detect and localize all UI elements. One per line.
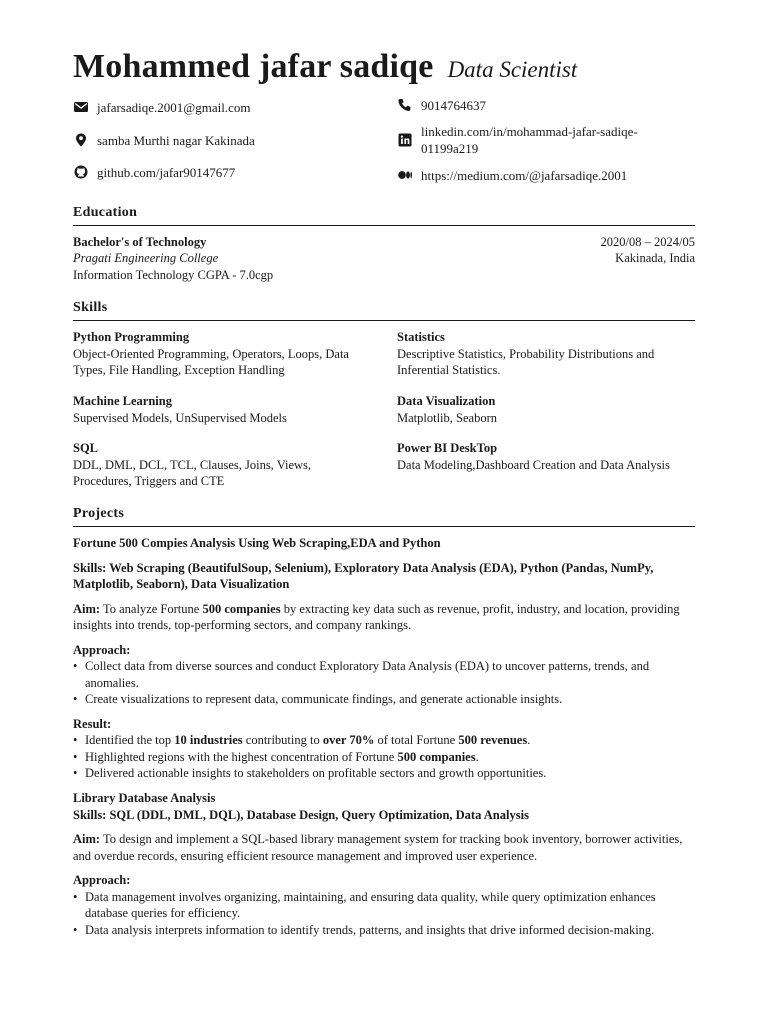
- linkedin-text: [421, 123, 638, 157]
- medium-icon: [397, 168, 413, 182]
- linkedin-line-2: 01199a219: [421, 141, 479, 156]
- aim-label: Aim:: [73, 832, 101, 846]
- list-item: • Delivered actionable insights to stakeholders on profitable sectors and growth opportunities.: [73, 765, 695, 782]
- project-fortune-500: [73, 535, 695, 782]
- skill-desc: Object-Oriented Programming, Operators, Loops, Data Types, File Handling, Exception Handling: [73, 346, 349, 377]
- skill-desc: Descriptive Statistics, Probability Distributions and Inferential Statistics.: [397, 346, 655, 377]
- skill-desc: Data Modeling,Dashboard Creation and Data Analysis: [397, 457, 670, 472]
- phone-text: 9014764637: [421, 98, 486, 113]
- email-contact[interactable]: [73, 99, 250, 116]
- aim-label: Aim:: [73, 601, 101, 616]
- college: Pragati Engineering College: [73, 251, 219, 265]
- project-title: Library Database Analysis: [73, 791, 216, 805]
- list-item: • Create visualizations to represent data, communicate findings, and generate actionable insights.: [73, 691, 695, 708]
- candidate-role: Data Scientist: [447, 57, 578, 82]
- aim-text: To analyze Fortune: [102, 601, 200, 616]
- skill-desc: DDL, DML, DCL, TCL, Clauses, Joins, Views, Procedures, Triggers and CTE: [73, 457, 312, 488]
- skill-data-visualization: [397, 393, 695, 426]
- education-location: Kakinada, India: [615, 251, 695, 265]
- result-label: Result:: [73, 716, 112, 731]
- github-text: github.com/jafar90147677: [97, 165, 236, 180]
- skill-name: Power BI DeskTop: [397, 441, 498, 455]
- linkedin-icon: [397, 133, 413, 147]
- linkedin-contact[interactable]: [397, 123, 638, 157]
- education-dates: 2020/08 – 2024/05: [600, 235, 695, 249]
- skill-name: Data Visualization: [397, 394, 496, 408]
- github-icon: [73, 165, 89, 179]
- list-item: • Data analysis interprets information to identify trends, patterns, and insights that drive informed decision-making.: [73, 922, 695, 939]
- skill-name: Statistics: [397, 330, 445, 344]
- aim-text: To design and implement a SQL-based library management system for tracking book inventory, borrower activities, and overdue records, ensuring efficient resource management and improved user experience.: [73, 832, 683, 863]
- project-title: Fortune 500 Compies Analysis Using Web Scraping,EDA and Python: [73, 536, 441, 550]
- skill-sql: [73, 440, 343, 490]
- skill-desc: Matplotlib, Seaborn: [397, 410, 497, 425]
- phone-icon: [397, 98, 413, 112]
- location-pin-icon: [73, 133, 89, 147]
- result-list: [73, 732, 695, 782]
- approach-list: [73, 658, 695, 708]
- skills-heading: Skills: [73, 300, 695, 321]
- project-skills: Skills: SQL (DDL, DML, DQL), Database Design, Query Optimization, Data Analysis: [73, 807, 529, 822]
- skill-name: SQL: [73, 441, 99, 455]
- degree: Bachelor's of Technology: [73, 235, 207, 249]
- skill-python: [73, 329, 378, 379]
- approach-label: Approach:: [73, 642, 131, 657]
- project-aim: [73, 601, 695, 634]
- aim-highlight: 500 companies: [202, 601, 281, 616]
- skill-desc: Supervised Models, UnSupervised Models: [73, 410, 287, 425]
- github-contact[interactable]: [73, 164, 235, 181]
- education-detail: Information Technology CGPA - 7.0cgp: [73, 268, 274, 282]
- skill-name: Python Programming: [73, 330, 190, 344]
- phone-contact[interactable]: [397, 97, 486, 114]
- address-contact: [73, 132, 255, 149]
- project-skills: Skills: Web Scraping (BeautifulSoup, Selenium), Exploratory Data Analysis (EDA), Python (Pandas, NumPy, Matplotlib, Seaborn), Data Visualization: [73, 560, 654, 591]
- list-item: • Highlighted regions with the highest concentration of Fortune 500 companies.: [73, 749, 695, 766]
- skill-statistics: [397, 329, 695, 379]
- list-item: • Identified the top 10 industries contributing to over 70% of total Fortune 500 revenues.: [73, 732, 695, 749]
- project-library-database: [73, 790, 695, 938]
- medium-contact[interactable]: [397, 167, 627, 184]
- address-text: samba Murthi nagar Kakinada: [97, 133, 255, 148]
- aim-text-rest: by extracting key data such as revenue, profit, industry, and location, providing insights into trends, top-performing sectors, and company rankings.: [73, 601, 680, 632]
- skill-name: Machine Learning: [73, 394, 172, 408]
- skill-machine-learning: [73, 393, 378, 426]
- projects-heading: Projects: [73, 506, 695, 527]
- envelope-icon: [73, 100, 89, 114]
- approach-list: [73, 889, 695, 939]
- skill-power-bi: [397, 440, 695, 473]
- medium-text: https://medium.com/@jafarsadiqe.2001: [421, 168, 628, 183]
- approach-label: Approach:: [73, 873, 131, 887]
- education-heading: Education: [73, 205, 695, 226]
- list-item: • Data management involves organizing, maintaining, and ensuring data quality, while query optimization enhances database queries for efficiency.: [73, 889, 695, 922]
- email-text: jafarsadiqe.2001@gmail.com: [97, 100, 251, 115]
- candidate-name: Mohammed jafar sadiqe: [73, 48, 434, 85]
- project-aim: [73, 831, 695, 864]
- linkedin-line-1: linkedin.com/in/mohammad-jafar-sadiqe-: [421, 124, 638, 139]
- list-item: • Collect data from diverse sources and conduct Exploratory Data Analysis (EDA) to uncover patterns, trends, and anomalies.: [73, 658, 695, 691]
- header: [73, 48, 577, 86]
